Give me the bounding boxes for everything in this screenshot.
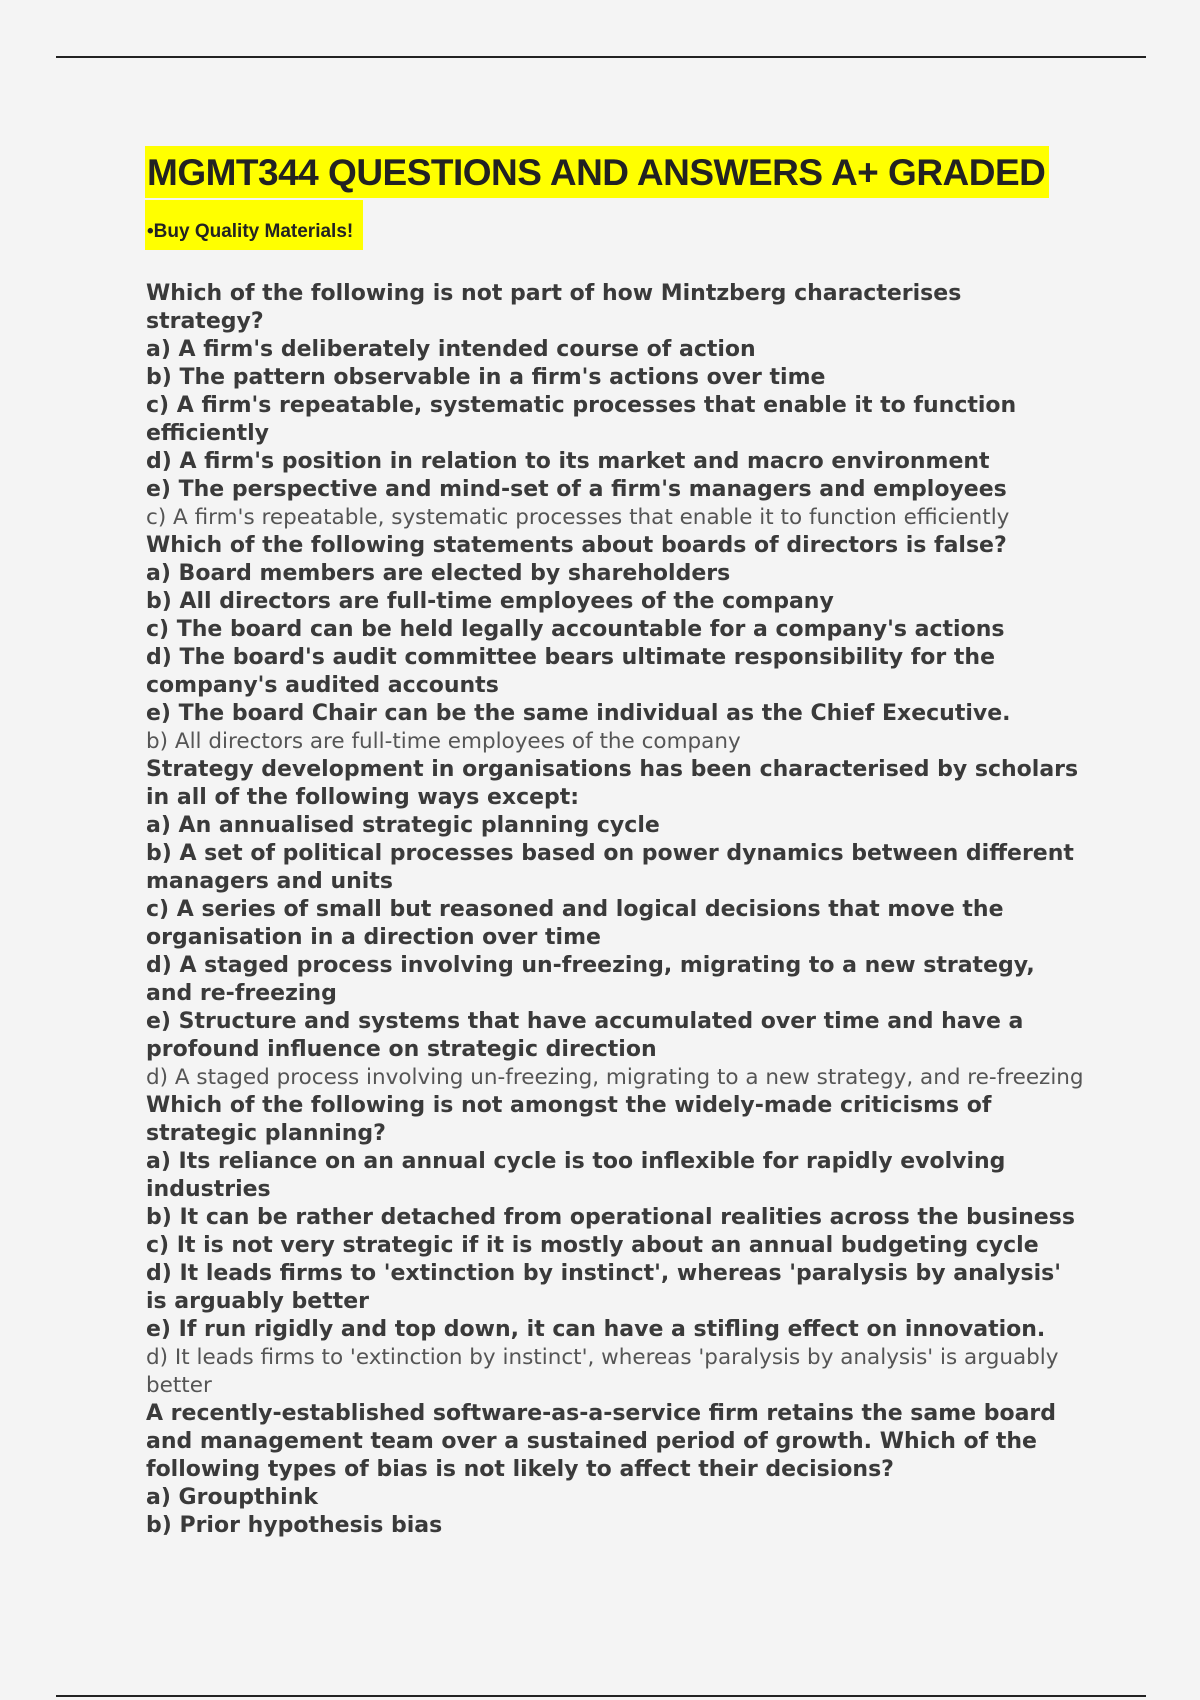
qa-content: [146, 280, 1086, 1540]
option-text: e) If run rigidly and top down, it can have a stifling effect on innovation.: [146, 1317, 1046, 1342]
answer-text: c) A firm's repeatable, systematic processes that enable it to function efficiently: [146, 505, 1010, 530]
option-text: c) A series of small but reasoned and logical decisions that move the organisation in a direction over time: [146, 897, 1004, 950]
option-text: a) A firm's deliberately intended course of action: [146, 337, 756, 362]
option-text: d) It leads firms to 'extinction by instinct', whereas 'paralysis by analysis' is arguably better: [146, 1261, 1061, 1314]
option-text: a) Board members are elected by shareholders: [146, 561, 731, 586]
answer-text: d) It leads firms to 'extinction by instinct', whereas 'paralysis by analysis' is arguably better: [146, 1345, 1059, 1398]
option-text: c) It is not very strategic if it is mostly about an annual budgeting cycle: [146, 1233, 1039, 1258]
option-text: a) Groupthink: [146, 1485, 319, 1510]
subtitle-highlight: [145, 200, 363, 250]
option-text: b) Prior hypothesis bias: [146, 1513, 443, 1538]
option-text: d) A staged process involving un-freezing, migrating to a new strategy, and re-freezing: [146, 953, 1035, 1006]
question-text: Which of the following is not amongst the widely-made criticisms of strategic planning?: [146, 1093, 992, 1146]
option-text: e) The board Chair can be the same individual as the Chief Executive.: [146, 701, 1011, 726]
option-text: a) Its reliance on an annual cycle is too inflexible for rapidly evolving industries: [146, 1149, 1006, 1202]
option-text: a) An annualised strategic planning cycle: [146, 813, 660, 838]
option-text: b) The pattern observable in a firm's actions over time: [146, 365, 826, 390]
document-title: MGMT344 QUESTIONS AND ANSWERS A+ GRADED: [145, 146, 1049, 198]
option-text: b) All directors are full-time employees of the company: [146, 589, 834, 614]
option-text: b) It can be rather detached from operational realities across the business: [146, 1205, 1075, 1230]
option-text: e) Structure and systems that have accumulated over time and have a profound influence on strategic direction: [146, 1009, 1024, 1062]
option-text: c) The board can be held legally accountable for a company's actions: [146, 617, 1005, 642]
option-text: d) A firm's position in relation to its market and macro environment: [146, 449, 990, 474]
document-subtitle: •Buy Quality Materials!: [147, 221, 354, 242]
question-text: Strategy development in organisations has been characterised by scholars in all of the following ways except:: [146, 757, 1079, 810]
answer-text: b) All directors are full-time employees of the company: [146, 729, 741, 754]
question-text: Which of the following is not part of how Mintzberg characterises strategy?: [146, 281, 962, 334]
option-text: c) A firm's repeatable, systematic processes that enable it to function efficiently: [146, 393, 1017, 446]
bottom-rule: [56, 1695, 1146, 1697]
option-text: b) A set of political processes based on power dynamics between different managers and units: [146, 841, 1074, 894]
answer-text: d) A staged process involving un-freezing, migrating to a new strategy, and re-freezing: [146, 1065, 1084, 1090]
option-text: d) The board's audit committee bears ultimate responsibility for the company's audited accounts: [146, 645, 996, 698]
top-rule: [56, 56, 1146, 58]
question-text: Which of the following statements about boards of directors is false?: [146, 533, 1007, 558]
option-text: e) The perspective and mind-set of a firm's managers and employees: [146, 477, 1007, 502]
question-text: A recently-established software-as-a-service firm retains the same board and management team over a sustained period of growth. Which of the following types of bias is not likely to affect their decisions?: [146, 1401, 1057, 1482]
